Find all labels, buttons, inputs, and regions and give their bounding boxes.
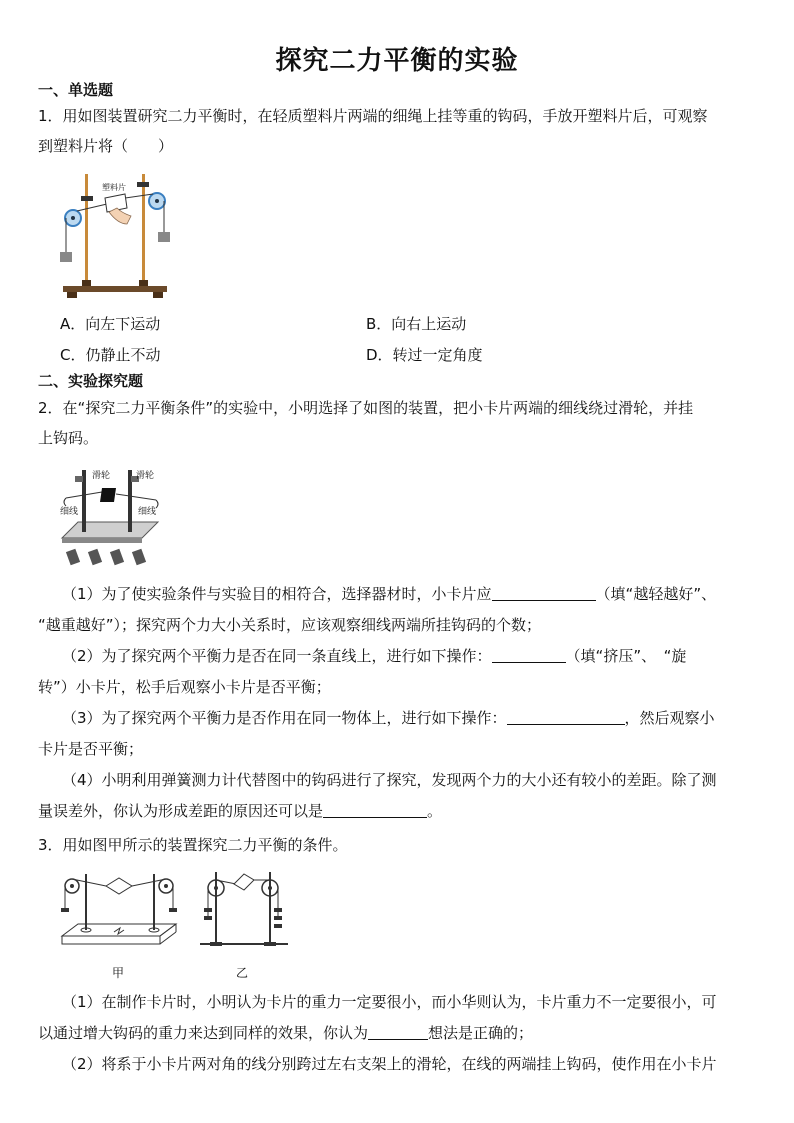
- q2-part3-line1: [62, 708, 715, 728]
- q2-figure-label-string-right: 细线: [138, 507, 157, 517]
- q1-text-line2: 到塑料片将（ ）: [38, 137, 174, 155]
- q3-part1-blank[interactable]: [368, 1024, 428, 1040]
- q2-figure-apparatus: [58, 460, 164, 570]
- q2-text-line1: 2．在“探究二力平衡条件”的实验中，小明选择了如图的装置，把小卡片两端的细线绕过滑轮，并挂: [38, 399, 694, 417]
- q3-part1-text: 以通过增大钩码的重力来达到同样的效果，你认为: [38, 1024, 369, 1042]
- q1-option-c[interactable]: C．仍静止不动: [60, 346, 161, 364]
- q1-option-b[interactable]: B．向右上运动: [366, 315, 467, 333]
- q2-text-line2: 上钩码。: [38, 429, 99, 447]
- q2-figure-label-pulley-right: 滑轮: [136, 471, 155, 481]
- q2-part1-line2: “越重越好”）；探究两个力大小关系时，应该观察细线两端所挂钩码的个数；: [38, 616, 542, 634]
- q2-part3-hint: ，然后观察小: [624, 709, 715, 727]
- q3-figure-jia: [58, 864, 180, 954]
- q2-part1-line1: [62, 584, 716, 604]
- q2-part2-text: （2）为了探究两个平衡力是否在同一条直线上，进行如下操作：: [62, 647, 492, 665]
- q1-option-d[interactable]: D．转过一定角度: [366, 346, 483, 364]
- q3-text-line1: 3．用如图甲所示的装置探究二力平衡的条件。: [38, 836, 348, 854]
- q1-option-a[interactable]: A．向左下运动: [60, 315, 161, 333]
- q3-figure-label-jia: 甲: [112, 966, 125, 980]
- section-heading-experiment: 二、实验探究题: [38, 372, 144, 390]
- q2-part2-line1: [62, 646, 686, 666]
- q2-part1-text: （1）为了使实验条件与实验目的相符合，选择器材时，小卡片应: [62, 585, 492, 603]
- q3-part1-line2: [38, 1023, 533, 1043]
- q2-part1-hint: （填“越轻越好”、: [595, 585, 717, 603]
- q2-part4-line1: （4）小明利用弹簧测力计代替图中的钩码进行了探究，发现两个力的大小还有较小的差距。除了测: [62, 771, 717, 789]
- q2-part1-blank[interactable]: [492, 585, 596, 601]
- q2-part3-line2: 卡片是否平衡；: [38, 740, 144, 758]
- q2-part4-text: 量误差外，你认为形成差距的原因还可以是: [38, 802, 324, 820]
- q2-part3-text: （3）为了探究两个平衡力是否作用在同一物体上，进行如下操作：: [62, 709, 507, 727]
- q3-figure-yi: [196, 858, 292, 952]
- q3-figure-label-yi: 乙: [236, 966, 249, 980]
- q2-part4-line2: [38, 801, 442, 821]
- q3-part1-line1: （1）在制作卡片时，小明认为卡片的重力一定要很小，而小华则认为，卡片重力不一定要很小，可: [62, 993, 717, 1011]
- q1-text-line1: 1．用如图装置研究二力平衡时，在轻质塑料片两端的细绳上挂等重的钩码，手放开塑料片后，可观察: [38, 107, 708, 125]
- q3-part1-end: 想法是正确的；: [428, 1024, 534, 1042]
- q1-figure-label: 塑料片: [102, 183, 126, 192]
- page-title: 探究二力平衡的实验: [275, 46, 519, 76]
- q1-figure-apparatus: [55, 168, 175, 300]
- q2-figure-label-string-left: 细线: [60, 507, 79, 517]
- section-heading-single-choice: 一、单选题: [38, 81, 114, 99]
- q2-part4-end: 。: [427, 802, 443, 820]
- q2-part2-hint: （填“挤压”、 “旋: [565, 647, 687, 665]
- q2-part4-blank[interactable]: [323, 802, 427, 818]
- q2-figure-label-pulley-left: 滑轮: [92, 471, 111, 481]
- q2-part2-blank[interactable]: [492, 647, 566, 663]
- q2-part2-line2: 转”）小卡片，松手后观察小卡片是否平衡；: [38, 678, 331, 696]
- q2-part3-blank[interactable]: [507, 709, 625, 725]
- q3-part2-line1: （2）将系于小卡片两对角的线分别跨过左右支架上的滑轮，在线的两端挂上钩码，使作用在小卡片: [62, 1055, 717, 1073]
